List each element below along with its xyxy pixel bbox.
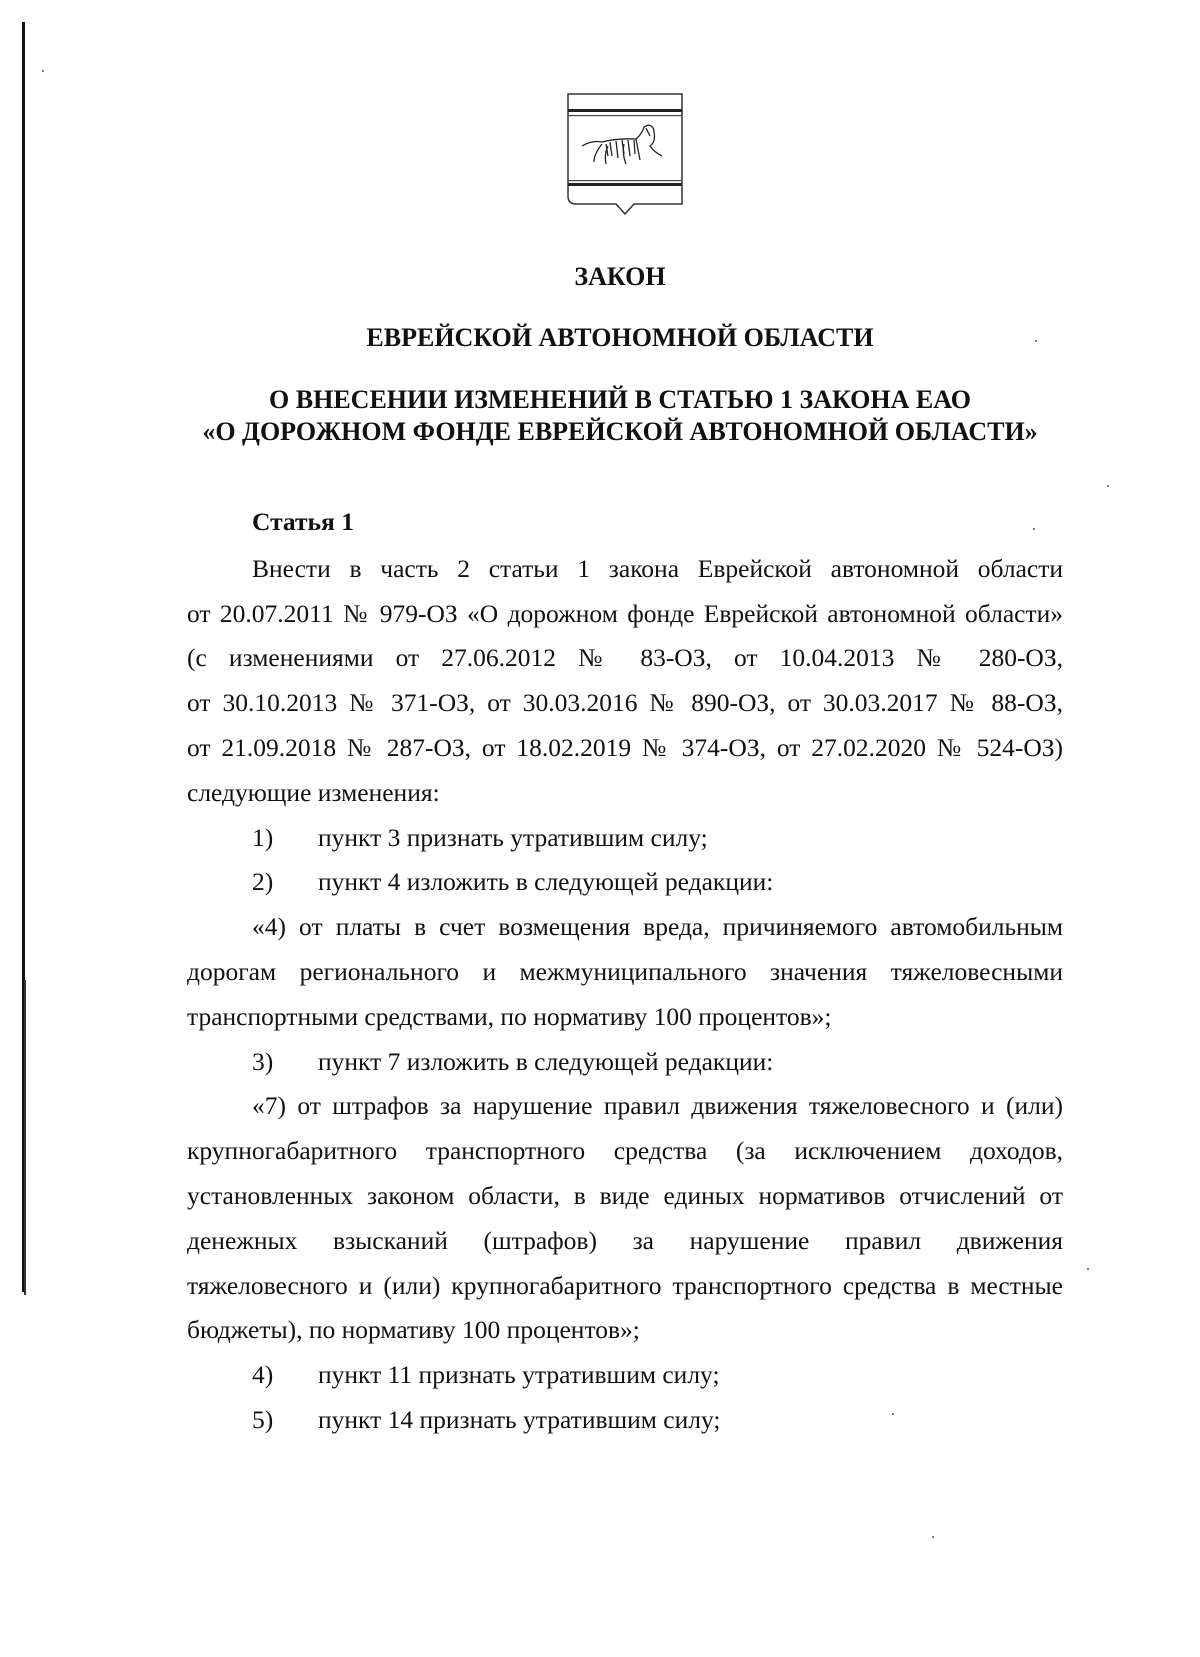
law-title xyxy=(0,384,1200,448)
scan-edge-line-lower xyxy=(24,980,26,1295)
quote-line: дорогам регионального и межмуниципального значения тяжеловесными xyxy=(187,956,1063,986)
scan-speck xyxy=(42,70,44,72)
item-number: 2) xyxy=(252,867,274,897)
intro-line: следующие изменения: xyxy=(187,777,440,807)
item-text: пункт 3 признать утратившим силу; xyxy=(318,822,708,852)
intro-line: Внести в часть 2 статьи 1 закона Еврейской автономной области xyxy=(252,553,1063,583)
coat-of-arms-icon xyxy=(566,92,684,220)
item-text: пункт 7 изложить в следующей редакции: xyxy=(318,1046,774,1076)
scan-speck xyxy=(1107,485,1109,487)
scan-speck xyxy=(1087,1268,1089,1270)
quote-line: крупногабаритного транспортного средства (за исключением доходов, xyxy=(187,1136,1063,1166)
intro-line: (с изменениями от 27.06.2012 № 83-ОЗ, от 10.04.2013 № 280-ОЗ, xyxy=(187,643,1063,673)
intro-line: от 30.10.2013 № 371-ОЗ, от 30.03.2016 № 890-ОЗ, от 30.03.2017 № 88-ОЗ, xyxy=(187,688,1063,718)
quote-line: денежных взысканий (штрафов) за нарушение правил движения xyxy=(187,1225,1063,1255)
quote-line: транспортными средствами, по нормативу 100 процентов»; xyxy=(187,1001,832,1031)
quoted-clause-4 xyxy=(187,905,1063,1039)
list-item xyxy=(187,1398,1063,1443)
item-number: 5) xyxy=(252,1404,274,1434)
document-type: ЗАКОН xyxy=(574,262,666,291)
quote-line: тяжеловесного и (или) крупногабаритного транспортного средства в местные xyxy=(187,1270,1063,1300)
list-item xyxy=(187,1353,1063,1398)
quoted-clause-7 xyxy=(187,1084,1063,1353)
intro-line: от 21.09.2018 № 287-ОЗ, от 18.02.2019 № 374-ОЗ, от 27.02.2020 № 524-ОЗ) xyxy=(187,732,1063,762)
quote-line: «7) от штрафов за нарушение правил движения тяжеловесного и (или) xyxy=(252,1091,1063,1121)
article-title: Статья 1 xyxy=(252,507,354,536)
quote-line: «4) от платы в счет возмещения вреда, причиняемого автомобильным xyxy=(252,912,1063,942)
item-text: пункт 11 признать утратившим силу; xyxy=(318,1360,720,1390)
item-number: 4) xyxy=(252,1360,274,1390)
quote-line: бюджеты), по нормативу 100 процентов»; xyxy=(187,1315,640,1345)
law-title-line-2: «О ДОРОЖНОМ ФОНДЕ ЕВРЕЙСКОЙ АВТОНОМНОЙ ОБЛАСТИ» xyxy=(202,417,1038,446)
list-item xyxy=(187,816,1063,861)
issuing-region: ЕВРЕЙСКОЙ АВТОНОМНОЙ ОБЛАСТИ xyxy=(366,323,874,352)
scan-speck xyxy=(932,1536,934,1538)
item-number: 3) xyxy=(252,1046,274,1076)
item-text: пункт 4 изложить в следующей редакции: xyxy=(318,867,774,897)
list-item xyxy=(187,860,1063,905)
law-title-line-1: О ВНЕСЕНИИ ИЗМЕНЕНИЙ В СТАТЬЮ 1 ЗАКОНА ЕАО xyxy=(269,385,971,414)
item-number: 1) xyxy=(252,822,274,852)
list-item xyxy=(187,1040,1063,1085)
quote-line: установленных законом области, в виде единых нормативов отчислений от xyxy=(187,1180,1063,1210)
item-text: пункт 14 признать утратившим силу; xyxy=(318,1404,721,1434)
intro-line: от 20.07.2011 № 979-ОЗ «О дорожном фонде Еврейской автономной области» xyxy=(187,598,1063,628)
article-intro xyxy=(187,547,1063,816)
document-body xyxy=(187,500,1063,1443)
